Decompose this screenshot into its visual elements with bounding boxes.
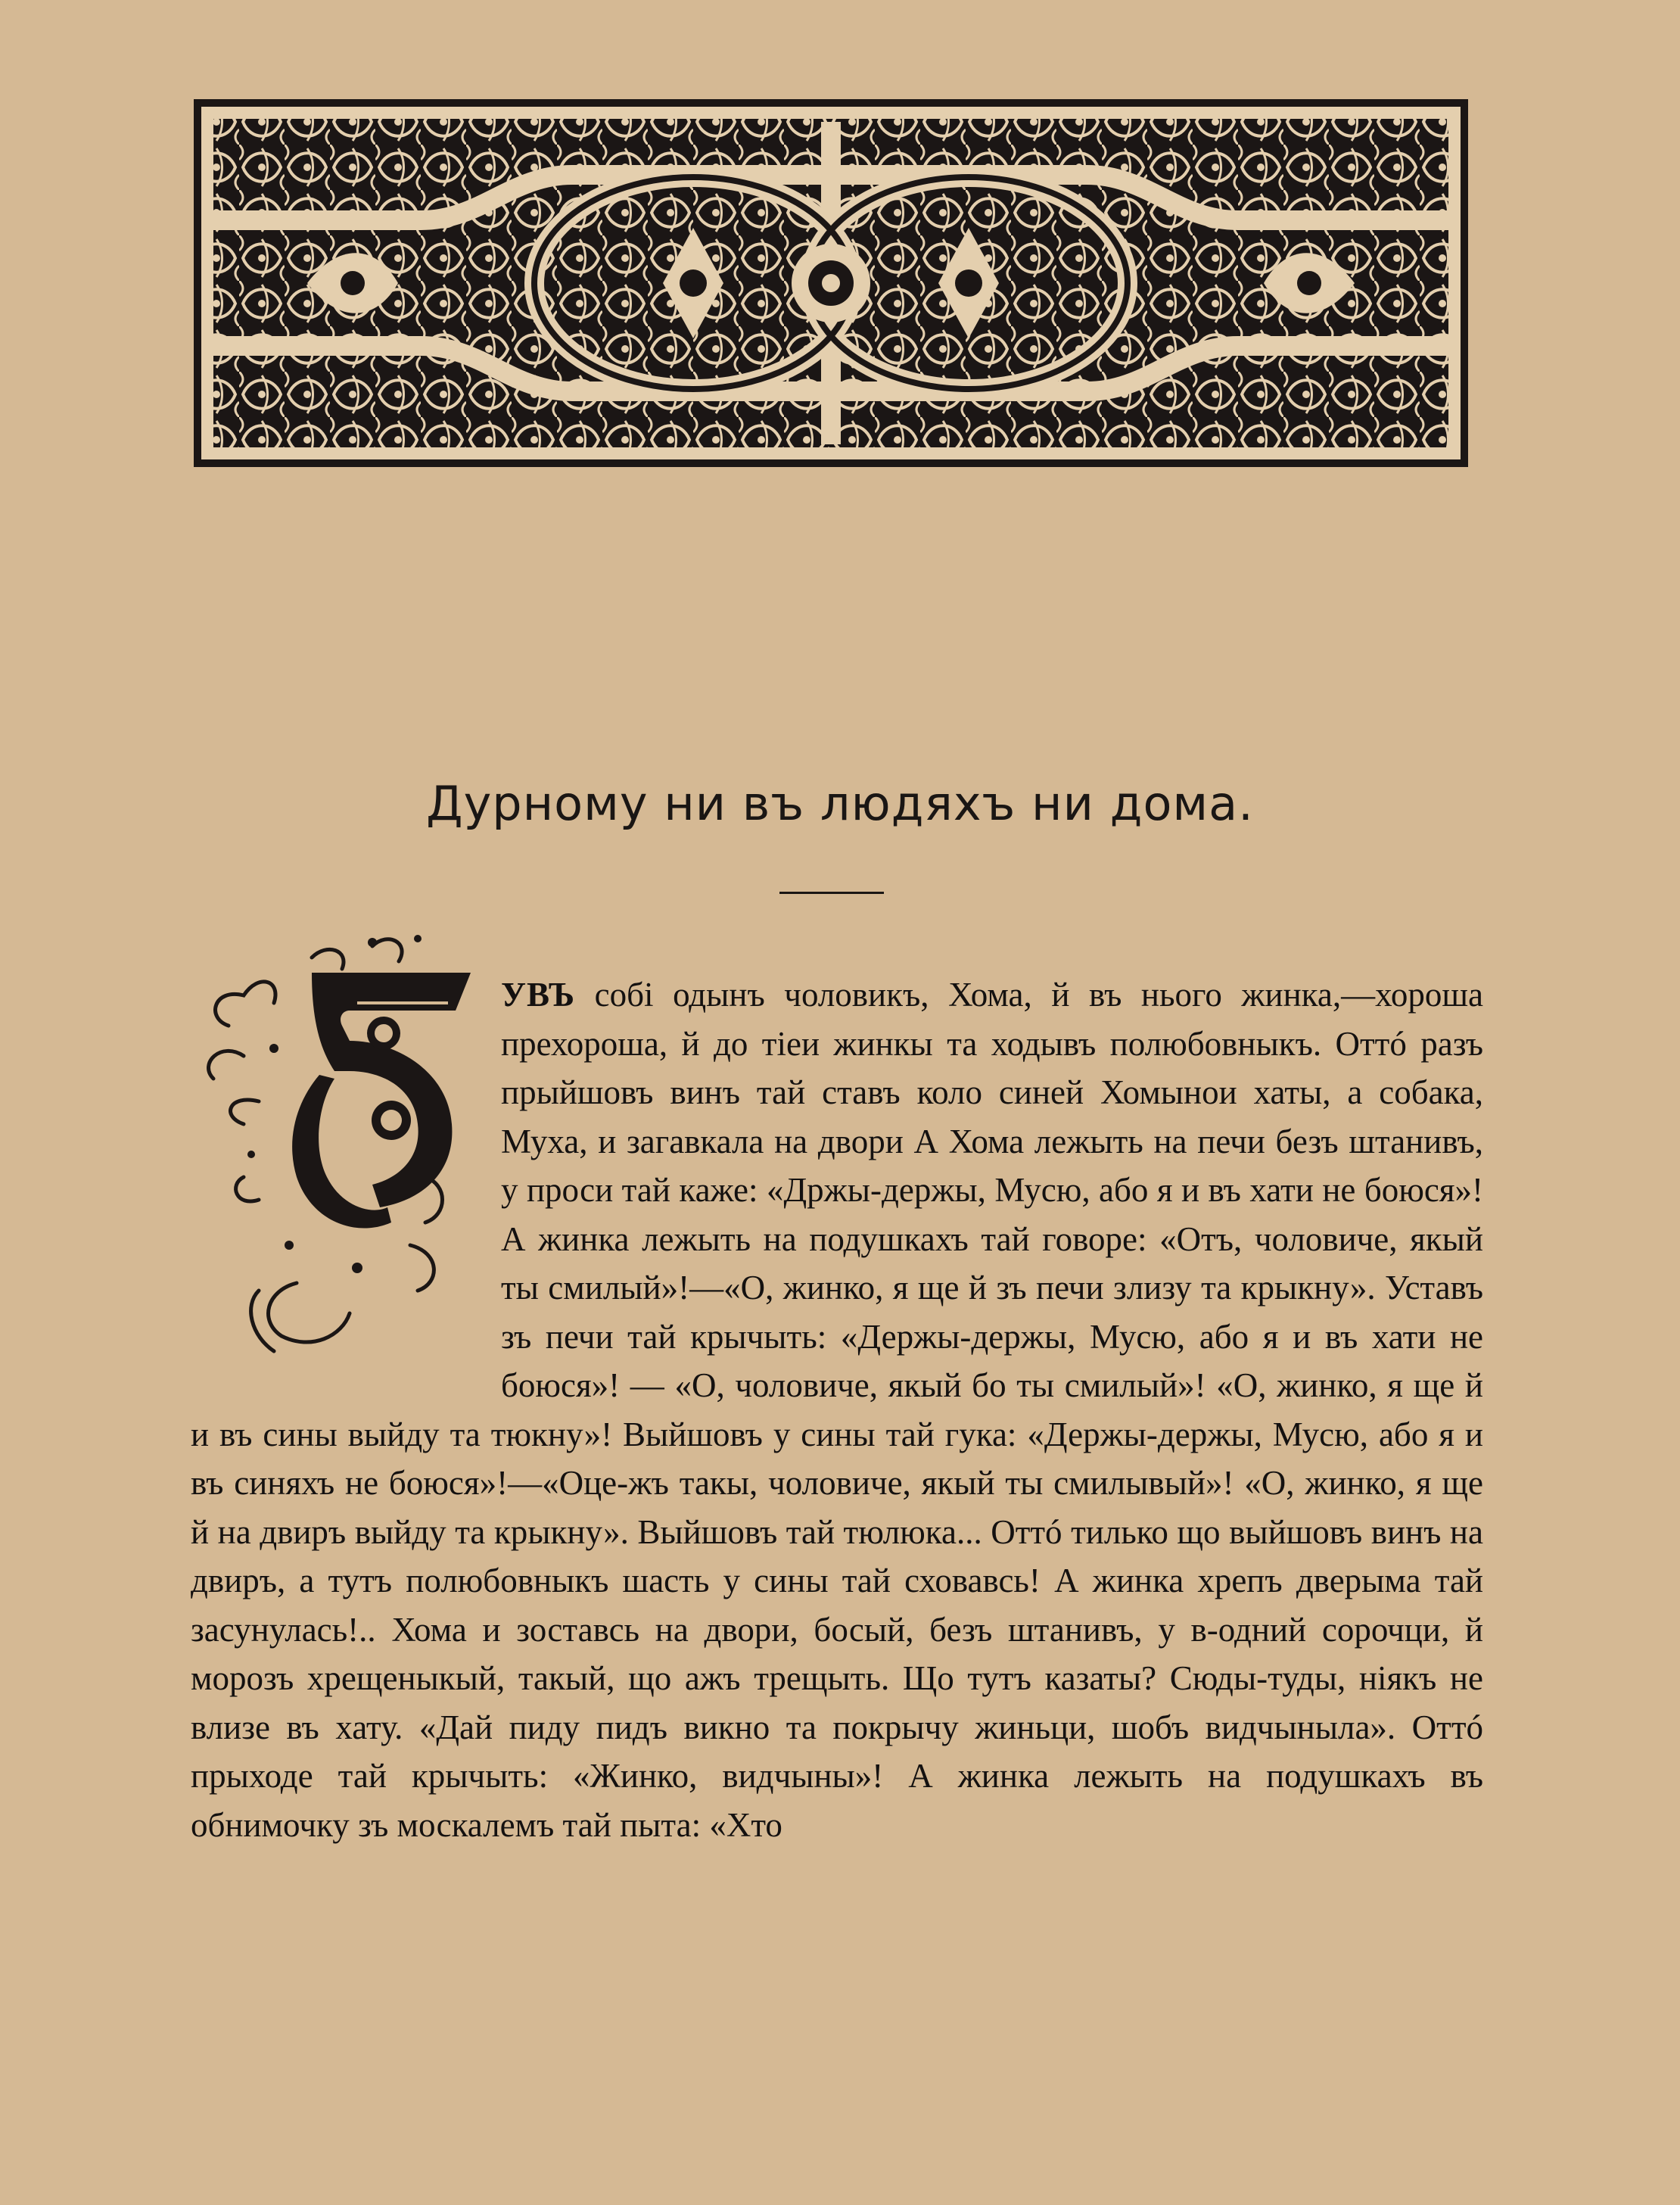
title-divider	[779, 892, 884, 894]
story-text	[191, 970, 1483, 1849]
lead-word: УВЪ	[501, 976, 576, 1014]
header-ornament	[194, 99, 1468, 467]
dropcap-spacer	[191, 963, 501, 1402]
page-title: Дурному ни въ людяхъ ни дома.	[426, 776, 1254, 831]
story-body: собі одынъ чоловикъ, Хома, й въ нього жинка,—хороша прехороша, й до тіеи жинкы та ходывъ полюбовныкъ. Оттó разъ прыйшовъ винъ тай ставъ коло синей Хомынои хаты, а собака, Муха, и загавкала на двори А Хома лежыть на печи безъ штанивъ, у проси тай каже: «Држы-держы, Мусю, або я и въ хати не боюся»! А жинка лежыть на подушкахъ тай говоре: «Отъ, чоловиче, якый ты смилый»!—«О, жинко, я ще й зъ печи злизу та крыкну». Уставъ зъ печи тай крычыть: «Держы-держы, Мусю, або я и въ хати не боюся»! — «О, чоловиче, якый бо ты смилый»! «О, жинко, я ще й и въ сины выйду та тюкну»! Выйшовъ у сины тай гука: «Держы-держы, Мусю, або я и въ синяхъ не боюся»!—«Оце-жъ такы, чоловиче, якый ты смилывый»! «О, жинко, я ще й на двиръ выйду та крыкну». Выйшовъ тай тюлюка... Оттó тилько що выйшовъ винъ на двиръ, а тутъ полюбовныкъ шасть у сины тай сховавсь! А жинка хрепъ дверыма тай засунулась!.. Хома и зоставсь на двори, босый, безъ штанивъ, у в-одний сорочци, й морозъ хрещеныкый, такый, що ажъ трещыть. Що тутъ казаты? Сюды-туды, ніякъ не влизе въ хату. «Дай пиду пидъ викно та покрычу жиньци, шобъ видчыныла». Оттó прыходе тай крычыть: «Жинко, видчыны»! А жинка лежыть на подушкахъ въ обнимочку зъ москалемъ тай пыта: «Хто	[191, 976, 1483, 1844]
